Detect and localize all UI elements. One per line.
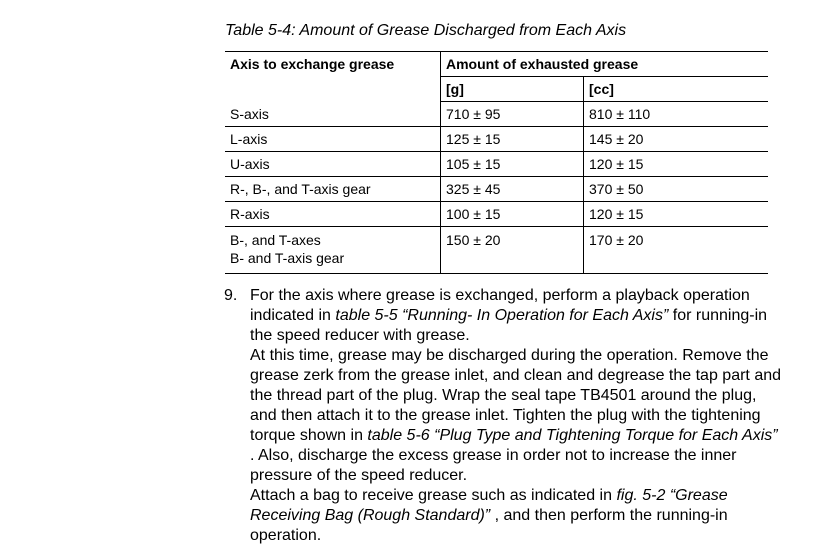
table-row bbox=[225, 127, 768, 152]
procedure-step bbox=[224, 286, 784, 546]
step-body bbox=[250, 286, 784, 546]
axis-cell-line: B-, and T-axes bbox=[230, 232, 321, 248]
table-caption: Table 5-4: Amount of Grease Discharged from Each Axis bbox=[225, 22, 627, 39]
grams-cell: 710 ± 95 bbox=[441, 102, 584, 127]
grams-cell: 105 ± 15 bbox=[441, 152, 584, 177]
axis-cell bbox=[225, 227, 441, 274]
step-text: for running-in the speed reducer with grease. bbox=[250, 307, 768, 344]
axis-cell-line: B- and T-axis gear bbox=[230, 250, 345, 266]
step-text: At this time, grease may be discharged during the operation. Remove the grease zerk from the grease inlet, and clean and degrease the tap part and the thread part of the plug. Wrap the seal tape TB4501 around the plug, and then attach it to the grease inlet. Tighten the plug with the tightening torque shown in bbox=[250, 347, 782, 444]
table-header-row bbox=[225, 52, 768, 77]
cc-cell: 145 ± 20 bbox=[584, 127, 769, 152]
step-paragraph bbox=[250, 486, 784, 546]
table-row bbox=[225, 152, 768, 177]
unit-cc-header: [cc] bbox=[584, 77, 769, 102]
grams-cell: 100 ± 15 bbox=[441, 202, 584, 227]
step-text: . Also, discharge the excess grease in order not to increase the inner pressure of the speed reducer. bbox=[250, 447, 737, 484]
grams-cell: 150 ± 20 bbox=[441, 227, 584, 274]
step-text: , and then perform the running-in operation. bbox=[250, 507, 728, 544]
axis-cell: R-, B-, and T-axis gear bbox=[225, 177, 441, 202]
step-text: Attach a bag to receive grease such as indicated in bbox=[250, 487, 617, 504]
table-row bbox=[225, 202, 768, 227]
cc-cell: 120 ± 15 bbox=[584, 202, 769, 227]
axis-cell: S-axis bbox=[225, 102, 441, 127]
table-row bbox=[225, 177, 768, 202]
grease-table bbox=[225, 51, 768, 274]
step-number: 9. bbox=[224, 287, 238, 304]
step-paragraph bbox=[250, 346, 784, 486]
grams-cell: 125 ± 15 bbox=[441, 127, 584, 152]
cc-cell: 120 ± 15 bbox=[584, 152, 769, 177]
cc-cell: 810 ± 110 bbox=[584, 102, 769, 127]
step-paragraph bbox=[250, 286, 784, 346]
cc-cell: 370 ± 50 bbox=[584, 177, 769, 202]
unit-g-header: [g] bbox=[441, 77, 584, 102]
figure-reference: fig. 5-2 “Grease Receiving Bag (Rough Standard)” bbox=[250, 487, 728, 524]
amount-column-header: Amount of exhausted grease bbox=[441, 52, 769, 77]
table-reference: table 5-6 “Plug Type and Tightening Torque for Each Axis” bbox=[367, 427, 778, 444]
axis-cell: U-axis bbox=[225, 152, 441, 177]
grams-cell: 325 ± 45 bbox=[441, 177, 584, 202]
cc-cell: 170 ± 20 bbox=[584, 227, 769, 274]
table-reference: table 5-5 “Running- In Operation for Each Axis” bbox=[335, 307, 669, 324]
axis-column-header: Axis to exchange grease bbox=[225, 52, 441, 102]
table-row bbox=[225, 227, 768, 274]
axis-cell: R-axis bbox=[225, 202, 441, 227]
table-row bbox=[225, 102, 768, 127]
step-text: For the axis where grease is exchanged, perform a playback operation indicated in bbox=[250, 287, 750, 324]
axis-cell: L-axis bbox=[225, 127, 441, 152]
